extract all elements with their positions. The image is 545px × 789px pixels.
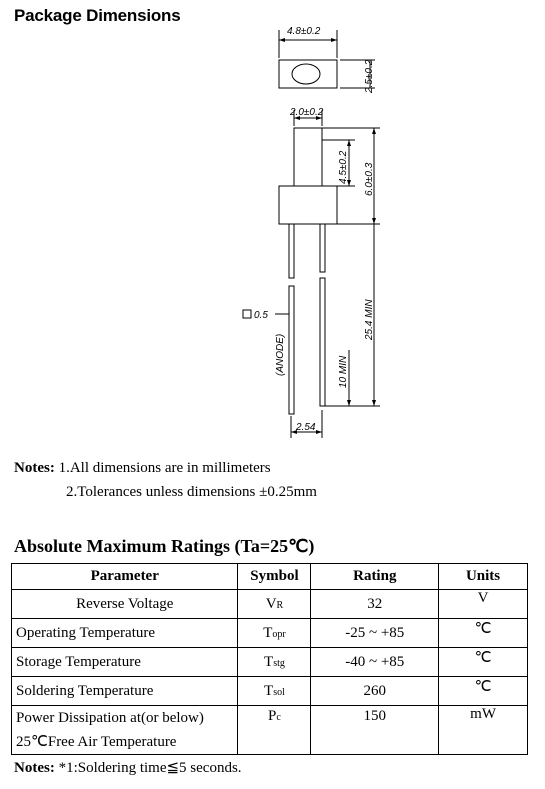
dim-depth: 2.5±0.2	[364, 59, 375, 93]
param-line-2: 25℃Free Air Temperature	[16, 734, 177, 750]
dim-pitch: 2.54	[296, 422, 316, 433]
symbol-cell	[238, 677, 311, 706]
notes-line-1	[14, 460, 271, 477]
ratings-title: Absolute Maximum Ratings (Ta=25℃)	[14, 536, 315, 556]
soldering-note: *1:Soldering time≦5 seconds.	[58, 760, 242, 776]
dim-h2: 6.0±0.3	[364, 162, 375, 196]
symbol-sub: c	[276, 712, 281, 723]
notes-label: Notes:	[14, 460, 55, 476]
note-2: 2.Tolerances unless dimensions ±0.25mm	[66, 484, 317, 500]
dim-lens: 2.0±0.2	[290, 107, 324, 118]
anode-label: (ANODE)	[275, 333, 286, 376]
symbol-sub: opr	[272, 628, 286, 640]
dim-lead-length: 25.4 MIN	[364, 299, 375, 340]
rating-cell: 150	[311, 706, 439, 755]
table-row	[12, 677, 528, 706]
symbol: T	[264, 653, 274, 670]
symbol-sub: stg	[273, 657, 285, 669]
table-row	[12, 648, 528, 677]
unit-cell: ℃	[439, 648, 528, 677]
symbol: T	[264, 682, 274, 699]
unit-cell: ℃	[439, 619, 528, 648]
param-cell: Soldering Temperature	[12, 677, 238, 706]
symbol-sub: sol	[273, 686, 285, 698]
package-dimensions-title: Package Dimensions	[14, 6, 181, 25]
symbol: V	[265, 595, 277, 612]
header-parameter: Parameter	[12, 564, 238, 590]
header-symbol: Symbol	[238, 564, 311, 590]
unit-cell: ℃	[439, 677, 528, 706]
symbol-cell	[238, 590, 311, 619]
dim-width: 4.8±0.2	[287, 26, 321, 37]
table-header-row	[12, 564, 528, 590]
table-row	[12, 706, 528, 755]
dim-min10: 10 MIN	[338, 355, 349, 388]
rating-cell: 260	[311, 677, 439, 706]
param-cell	[12, 706, 238, 755]
param-cell: Operating Temperature	[12, 619, 238, 648]
ratings-table	[11, 563, 528, 755]
dim-h1: 4.5±0.2	[338, 150, 349, 184]
param-cell: Storage Temperature	[12, 648, 238, 677]
header-units: Units	[439, 564, 528, 590]
rating-cell: -40 ~ +85	[311, 648, 439, 677]
footer-notes-label: Notes:	[14, 760, 55, 776]
unit-cell: V	[439, 590, 528, 619]
header-rating: Rating	[311, 564, 439, 590]
rating-cell: 32	[311, 590, 439, 619]
symbol-cell	[238, 619, 311, 648]
param-line-1: Power Dissipation at(or below)	[16, 710, 204, 726]
dim-lead-square: 0.5	[254, 310, 268, 321]
rating-cell: -25 ~ +85	[311, 619, 439, 648]
param-cell: Reverse Voltage	[12, 590, 238, 619]
footer-note	[14, 758, 242, 777]
note-1: 1.All dimensions are in millimeters	[58, 460, 271, 476]
table-row	[12, 590, 528, 619]
table-row	[12, 619, 528, 648]
symbol-sub: R	[276, 599, 284, 611]
symbol-cell	[238, 706, 311, 755]
symbol-cell	[238, 648, 311, 677]
symbol: T	[263, 624, 273, 641]
symbol: P	[268, 708, 277, 724]
unit-cell: mW	[439, 706, 528, 755]
